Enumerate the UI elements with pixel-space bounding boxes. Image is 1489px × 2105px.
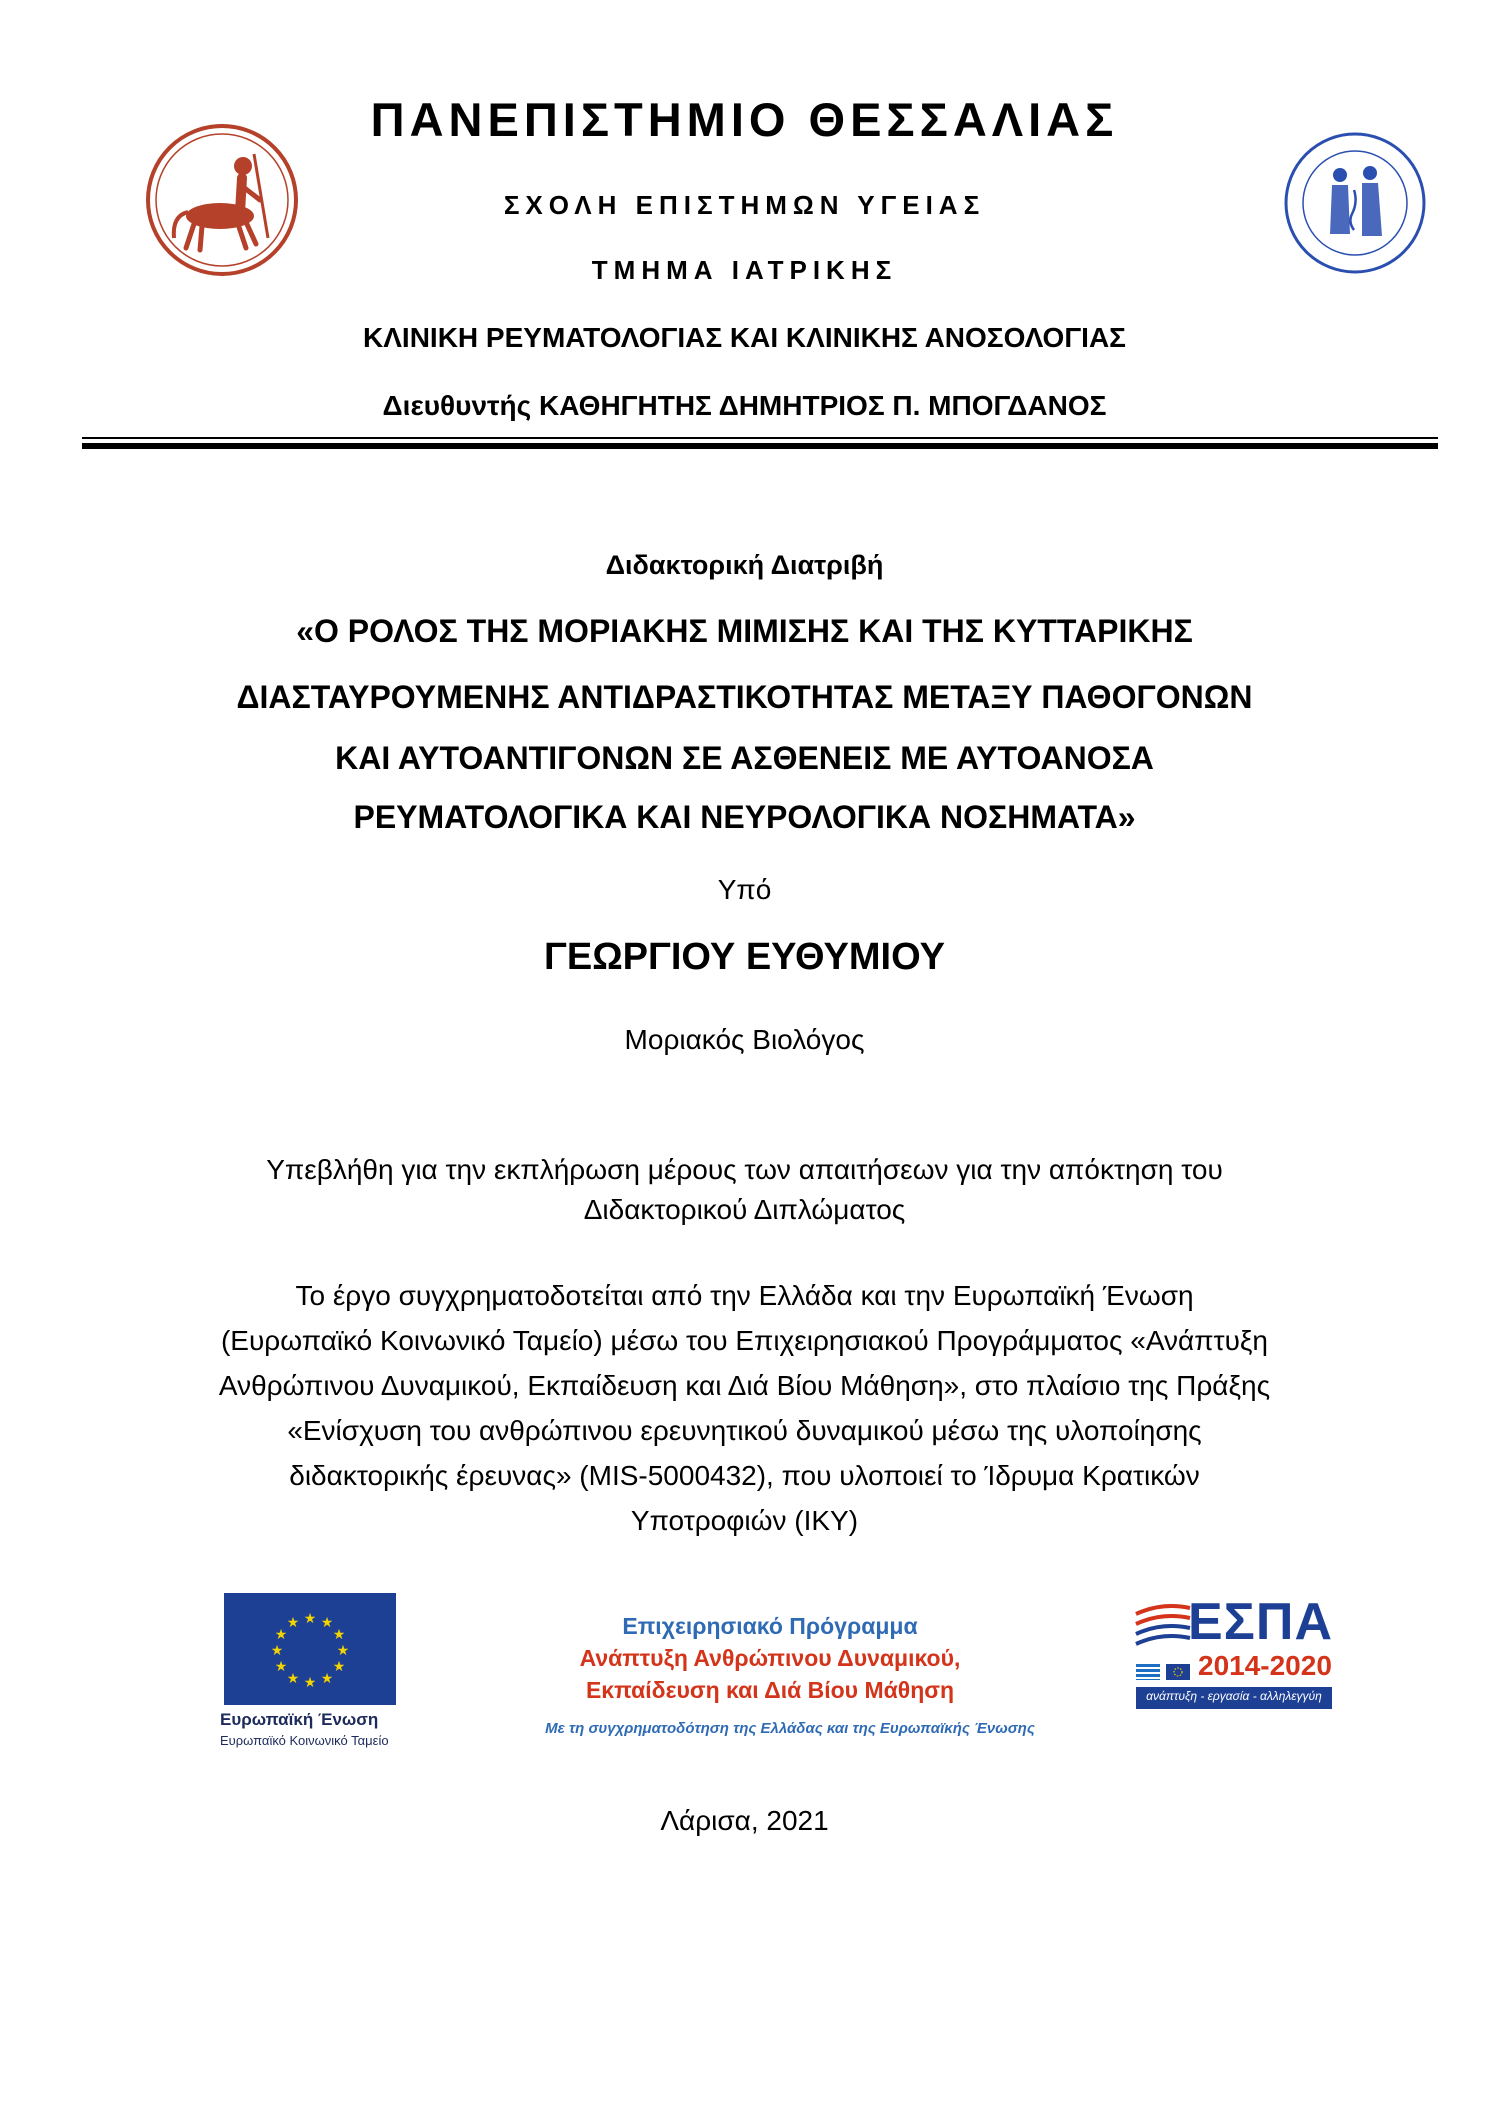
svg-text:★: ★ bbox=[303, 1675, 317, 1691]
thesis-title-line: ΔΙΑΣΤΑΥΡΟΥΜΕΝΗΣ ΑΝΤΙΔΡΑΣΤΙΚΟΤΗΤΑΣ ΜΕΤΑΞΥ ΠΑΘΟΓΟΝΩΝ bbox=[236, 679, 1253, 715]
submission-statement bbox=[0, 1150, 1489, 1230]
funding-line: (Ευρωπαϊκό Κοινωνικό Ταμείο) μέσω του Επιχειρησιακού Προγράμματος «Ανάπτυξη bbox=[220, 1325, 1268, 1356]
document-type: Διδακτορική Διατριβή bbox=[605, 550, 884, 580]
flags-icon bbox=[1136, 1664, 1192, 1680]
svg-text:★: ★ bbox=[303, 1611, 317, 1627]
department-name: ΤΜΗΜΑ ΙΑΤΡΙΚΗΣ bbox=[591, 255, 898, 285]
school-name: ΣΧΟΛΗ ΕΠΙΣΤΗΜΩΝ ΥΓΕΙΑΣ bbox=[503, 190, 986, 220]
svg-text:★: ★ bbox=[286, 1671, 300, 1687]
svg-text:★: ★ bbox=[332, 1627, 346, 1643]
submission-line: Διδακτορικού Διπλώματος bbox=[583, 1194, 906, 1225]
funding-line: Υποτροφιών (ΙΚΥ) bbox=[630, 1505, 859, 1536]
place-and-date: Λάρισα, 2021 bbox=[660, 1805, 829, 1836]
eu-flag-icon bbox=[224, 1593, 396, 1705]
eu-label: Ευρωπαϊκή Ένωση bbox=[220, 1710, 379, 1729]
svg-text:★: ★ bbox=[332, 1659, 346, 1675]
university-name: ΠΑΝΕΠΙΣΤΗΜΙΟ ΘΕΣΣΑΛΙΑΣ bbox=[370, 93, 1119, 146]
svg-text:★: ★ bbox=[274, 1627, 288, 1643]
header-divider-thick bbox=[82, 443, 1438, 449]
op-program-name: Εκπαίδευση και Διά Βίου Μάθηση bbox=[585, 1677, 955, 1703]
director-name: Διευθυντής ΚΑΘΗΓΗΤΗΣ ΔΗΜΗΤΡΙΟΣ Π. ΜΠΟΓΔΑΝΟΣ bbox=[382, 390, 1107, 421]
funding-line: Το έργο συγχρηματοδοτείται από την Ελλάδα και την Ευρωπαϊκή Ένωση bbox=[295, 1280, 1194, 1311]
eu-sublabel: Ευρωπαϊκό Κοινωνικό Ταμείο bbox=[220, 1733, 389, 1748]
espa-name: ΕΣΠΑ bbox=[1188, 1593, 1333, 1651]
submission-line: Υπεβλήθη για την εκπλήρωση μέρους των απαιτήσεων για την απόκτηση του bbox=[266, 1154, 1223, 1185]
svg-text:★: ★ bbox=[286, 1615, 300, 1631]
op-program-name: Ανάπτυξη Ανθρώπινου Δυναμικού, bbox=[579, 1645, 961, 1671]
clinic-name: ΚΛΙΝΙΚΗ ΡΕΥΜΑΤΟΛΟΓΙΑΣ ΚΑΙ ΚΛΙΝΙΚΗΣ ΑΝΟΣΟΛΟΓΙΑΣ bbox=[363, 322, 1126, 353]
author-name: ΓΕΩΡΓΙΟΥ ΕΥΘΥΜΙΟΥ bbox=[544, 936, 945, 978]
thesis-title-line: ΡΕΥΜΑΤΟΛΟΓΙΚΑ ΚΑΙ ΝΕΥΡΟΛΟΓΙΚΑ ΝΟΣΗΜΑΤΑ» bbox=[353, 799, 1136, 835]
by-label: Υπό bbox=[717, 874, 772, 905]
espa-slogan: ανάπτυξη - εργασία - αλληλεγγύη bbox=[1146, 1689, 1322, 1703]
espa-stripes-icon bbox=[1134, 1600, 1194, 1660]
svg-text:★: ★ bbox=[320, 1615, 334, 1631]
svg-text:★: ★ bbox=[336, 1643, 350, 1659]
funding-line: διδακτορικής έρευνας» (MIS-5000432), που υλοποιεί το Ίδρυμα Κρατικών bbox=[289, 1460, 1200, 1491]
thesis-title-line: ΚΑΙ ΑΥΤΟΑΝΤΙΓΟΝΩΝ ΣΕ ΑΣΘΕΝΕΙΣ ΜΕ ΑΥΤΟΑΝΟΣΑ bbox=[335, 740, 1154, 776]
svg-text:★: ★ bbox=[274, 1659, 288, 1675]
svg-text:★: ★ bbox=[270, 1643, 284, 1659]
op-cofunding-note: Με τη συγχρηματοδότηση της Ελλάδας και της Ευρωπαϊκής Ένωσης bbox=[545, 1720, 1035, 1737]
svg-text:★: ★ bbox=[320, 1671, 334, 1687]
funding-statement bbox=[0, 1273, 1489, 1543]
funding-line: Ανθρώπινου Δυναμικού, Εκπαίδευση και Διά Βίου Μάθηση», στο πλαίσιο της Πράξης bbox=[218, 1370, 1271, 1401]
author-role: Μοριακός Βιολόγος bbox=[624, 1024, 865, 1055]
op-program-label: Επιχειρησιακό Πρόγραμμα bbox=[622, 1613, 918, 1639]
funding-line: «Ενίσχυση του ανθρώπινου ερευνητικού δυναμικού μέσω της υλοποίησης bbox=[287, 1415, 1202, 1446]
thesis-title-line: «Ο ΡΟΛΟΣ ΤΗΣ ΜΟΡΙΑΚΗΣ ΜΙΜΙΣΗΣ ΚΑΙ ΤΗΣ ΚΥΤΤΑΡΙΚΗΣ bbox=[296, 613, 1193, 649]
header-divider-thin bbox=[82, 437, 1438, 439]
espa-years: 2014-2020 bbox=[1198, 1650, 1332, 1681]
